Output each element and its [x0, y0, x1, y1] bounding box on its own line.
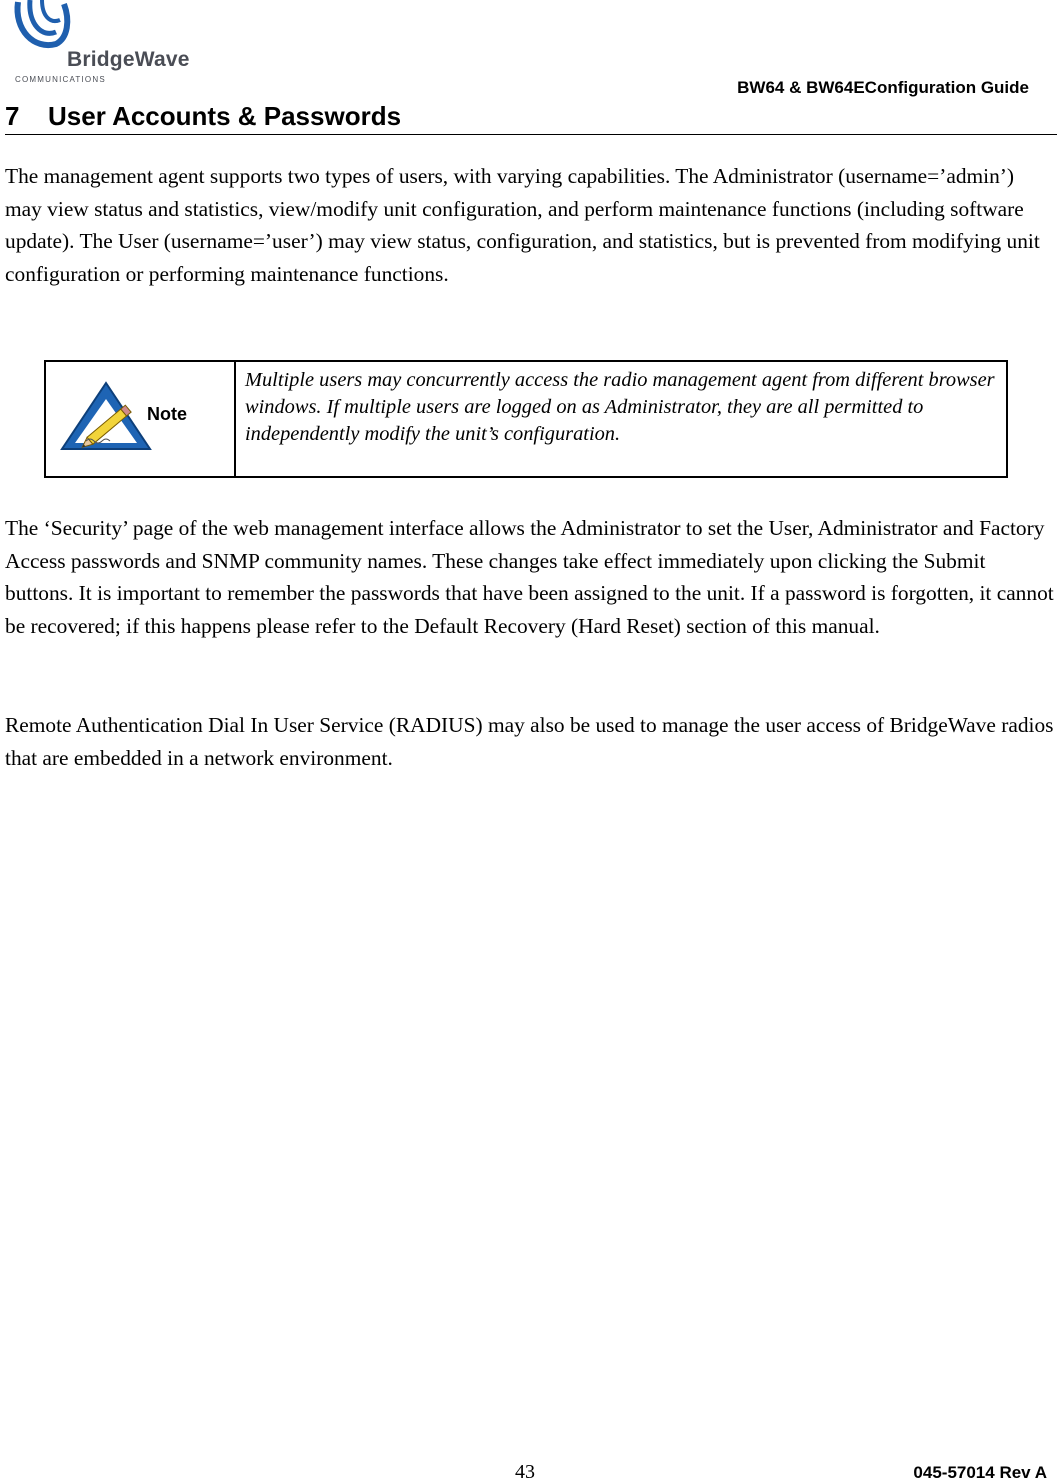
document-header-title: BW64 & BW64EConfiguration Guide — [737, 78, 1029, 97]
radius-paragraph: Remote Authentication Dial In User Service (RADIUS) may also be used to manage the user access of BridgeWave radios that are embedded in a network environment. — [5, 713, 1054, 770]
document-revision: 045-57014 Rev A — [913, 1463, 1047, 1482]
bridgewave-logo-icon — [12, 0, 72, 52]
security-paragraph: The ‘Security’ page of the web management interface allows the Administrator to set the User, Administrator and Factory Access passwords and SNMP community names. These changes take effect immediately upon clicking the Submit buttons. It is important to remember the passwords that have been assigned to the unit. If a password is forgotten, it cannot be recovered; if this happens please refer to the Default Recovery (Hard Reset) section of this manual. — [5, 516, 1054, 638]
intro-paragraph: The management agent supports two types of users, with varying capabilities. The Administrator (username=’admin’) may view status and statistics, view/modify unit configuration, and perform maintenance functions (including software update). The User (username=’user’) may view status, configuration, and statistics, but is prevented from modifying unit configuration or performing maintenance functions. — [5, 164, 1040, 286]
logo-subtitle: COMMUNICATIONS — [15, 75, 106, 84]
note-callout — [44, 360, 1008, 478]
page-number: 43 — [515, 1461, 535, 1483]
pencil-note-icon — [58, 379, 154, 453]
note-label: Note — [147, 404, 187, 424]
note-text: Multiple users may concurrently access the radio management agent from different browser windows. If multiple users are logged on as Administrator, they are all permitted to independently modify the unit’s configuration. — [245, 369, 995, 445]
section-heading — [5, 101, 1057, 135]
section-title: User Accounts & Passwords — [48, 101, 402, 131]
logo-wordmark: BridgeWave — [67, 48, 190, 71]
company-logo — [12, 0, 212, 92]
note-label-cell — [46, 362, 236, 476]
section-number: 7 — [5, 101, 20, 131]
